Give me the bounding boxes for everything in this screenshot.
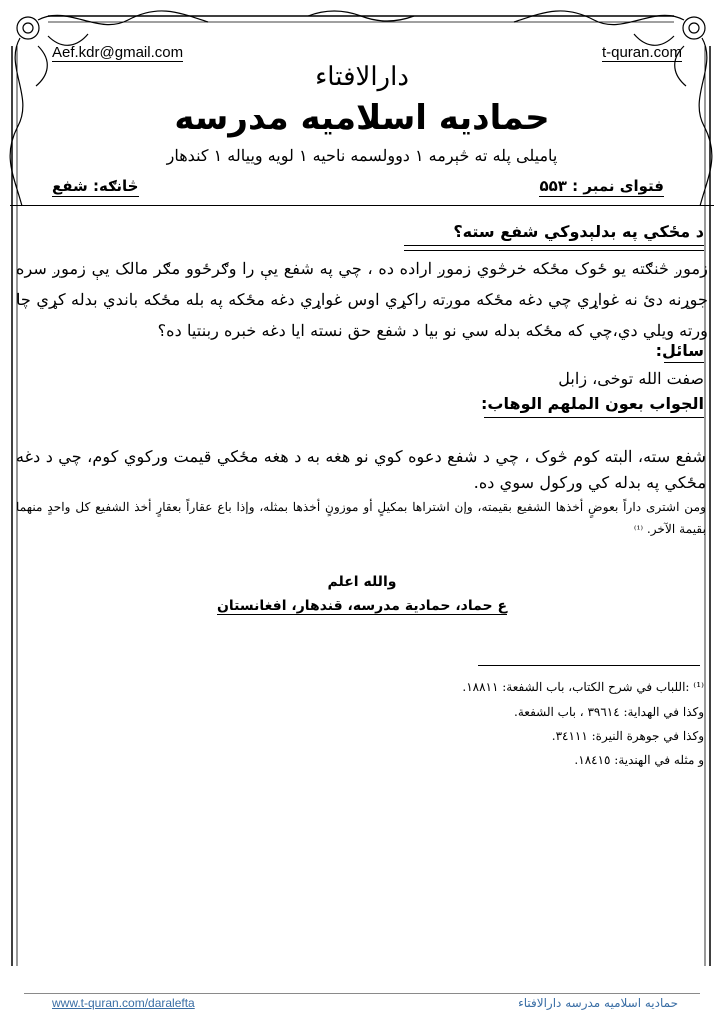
footnote-item: ⁽¹⁾ :اللباب في شرح الكتاب، باب الشفعة: ١٨٨١١. xyxy=(462,680,704,694)
footer-divider xyxy=(24,993,700,994)
footnote-item: و مثله في الهندية: ١٨٤١٥. xyxy=(574,753,704,767)
arabic-quote xyxy=(16,496,706,542)
contact-email[interactable]: Aef.kdr@gmail.com xyxy=(52,44,184,61)
allah-knows-best: والله اعلم xyxy=(327,574,397,590)
footnote-marker[interactable]: ⁽¹⁾ xyxy=(634,525,643,536)
website-link[interactable]: t-quran.com xyxy=(601,44,682,61)
petitioner-label-underline xyxy=(664,362,704,363)
madrasa-title: حمادیه اسلامیه مدرسه xyxy=(174,98,550,138)
fatwa-number: فتوای نمبر : ۵۵۳ xyxy=(539,177,664,195)
section-label: څانګه: xyxy=(93,177,139,195)
section-value: شفع xyxy=(52,177,88,195)
footnote-item: وكذا في الهداية: ٣٩٦١٤ ، باب الشفعة. xyxy=(514,705,704,719)
madrasa-address: پاميلی پله ته څېرمه ۱ دوولسمه ناحيه ۱ لويه ويياله ۱ کندهار xyxy=(166,146,558,165)
section-field xyxy=(52,177,139,197)
header-divider xyxy=(10,205,714,206)
footer-caption: حمادیه اسلامیه مدرسه دارالافتاء xyxy=(518,996,678,1010)
answer-label-underline xyxy=(484,417,704,418)
footnote-item: وكذا في جوهرة النيرة: ٣٤١١١. xyxy=(551,729,704,743)
dar-al-ifta-heading: دارالافتاء xyxy=(315,62,409,92)
petitioner-label: سائل: xyxy=(655,341,704,360)
mufti-signature: ع حماد، حمادیة مدرسه، قندهار، افغانستان xyxy=(216,598,508,614)
footer-link[interactable]: www.t-quran.com/daralefta xyxy=(52,996,195,1010)
arabic-quote-text: ومن اشترى داراً بعوضٍ أخذها الشفيع بقيمته، وإن اشتراها بمكيلٍ أو موزونٍ أخذها بمثله، وإذا باع عقاراً بعقارٍ أخذ الشفيع كل واحدٍ منهما بقيمة الآخر. xyxy=(16,500,706,536)
petitioner-name: صفت الله توخی، زابل xyxy=(558,369,704,388)
question-title: د مځکي په بدلېدوکي شفع سته؟ xyxy=(453,222,704,241)
answer-text: شفع سته، البته کوم څوک ، چي د شفع دعوه کوي نو هغه به د هغه مځکي قیمت ورکوي کوم، چي د دغه مځکي په بدله کي ورکول سوي ده. xyxy=(16,447,706,492)
answer-label: الجواب بعون الملهم الوهاب: xyxy=(480,394,704,413)
question-title-underline xyxy=(404,245,704,251)
question-body: زموږ څنګته یو ځوک مځکه خرڅوي زموږ اراده ده ، چي په شفع یې را وګرځوو مګر مالک يې زموږ سره جوړنه دئ نه غواړي چي دغه مځکه موږته راکړي اوس غواړي دغه مځکه په بله مځکه باندي بدله کړي چا ورته ویلي دي،چي که مځکه بدله سي نو بیا د شفع حق نسته ایا دغه خبره ربنتیا ده؟ xyxy=(16,259,708,340)
footnote-divider xyxy=(478,665,700,666)
